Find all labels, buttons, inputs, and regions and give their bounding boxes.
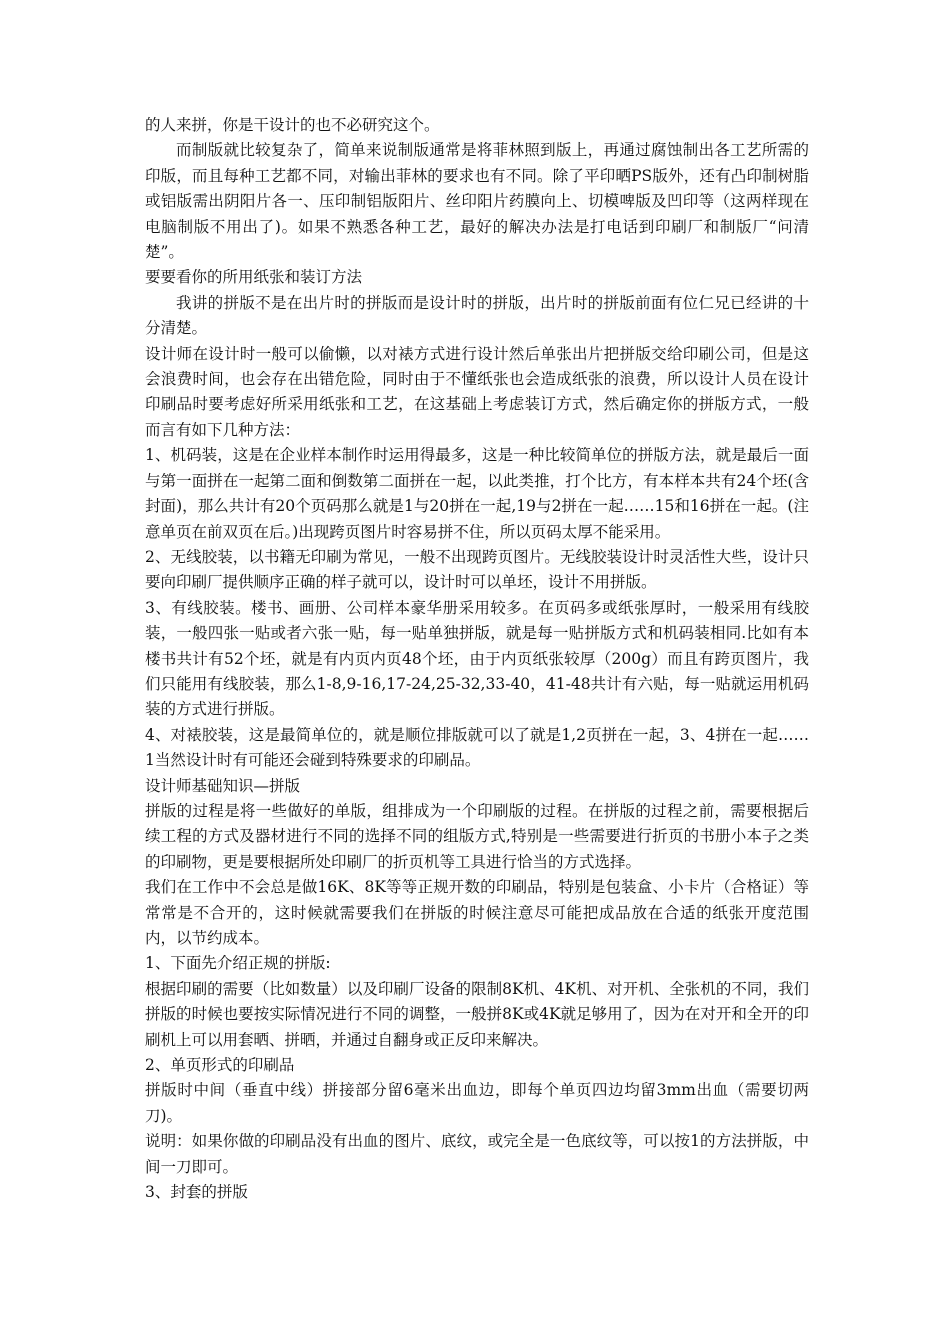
subheading-envelope-imposition: 3、封套的拼版 — [145, 1183, 248, 1202]
paragraph-16: 拼版时中间（垂直中线）拼接部分留6毫米出血边，即每个单页四边均留3mm出血（需要切两刀)。 — [145, 1081, 809, 1125]
list-item-sewn-binding: 3、有线胶装。楼书、画册、公司样本豪华册采用较多。在页码多或纸张厚时，一般采用有线胶装，一般四张一贴或者六张一贴，每一贴单独拼版，就是每一贴拼版方式和机码装相同.比如有本楼书共计有52个坯，就是有内页内页48个坯，由于内页纸张较厚（200g）而且有跨页图片，我们只能用有线胶装，那么1-8,9-16,17-24,25-32,33-40，41-48共计有六贴，每一贴就运用机码装的方式进行拼版。 — [145, 598, 809, 719]
paragraph-17: 说明：如果你做的印刷品没有出血的图片、底纹，或完全是一色底纹等，可以按1的方法拼版，中间一刀即可。 — [145, 1132, 809, 1176]
paragraph-5: 设计师在设计时一般可以偷懒，以对裱方式进行设计然后单张出片把拼版交给印刷公司，但是这会浪费时间，也会存在出错危险，同时由于不懂纸张也会造成纸张的浪费，所以设计人员在设计印刷品时要考虑好所采用纸张和工艺，在这基础上考虑装订方式，然后确定你的拼版方式，一般而言有如下几种方法： — [145, 344, 809, 439]
paragraph-12: 我们在工作中不会总是做16K、8K等等正规开数的印刷品，特别是包装盒、小卡片（合格证）等常常是不合开的，这时候就需要我们在拼版的时候注意尽可能把成品放在合适的纸张开度范围内，以节约成本。 — [145, 878, 809, 947]
paragraph-11: 拼版的过程是将一些做好的单版，组排成为一个印刷版的过程。在拼版的过程之前，需要根据后续工程的方式及器材进行不同的选择不同的组版方式,特别是一些需要进行折页的书册小本子之类的印刷物，更是要根据所处印刷厂的折页机等工具进行恰当的方式选择。 — [145, 801, 809, 871]
section-heading-imposition-basics: 设计师基础知识—拼版 — [145, 776, 301, 795]
paragraph-1: 的人来拼，你是干设计的也不必研究这个。 — [145, 116, 440, 134]
document-page — [145, 113, 809, 1205]
paragraph-14: 根据印刷的需要（比如数量）以及印刷厂设备的限制8K机、4K机、对开机、全张机的不同，我们拼版的时候也要按实际情况进行不同的调整，一般拼8K或4K就足够用了，因为在对开和全开的印刷机上可以用套晒、拼晒，并通过自翻身或正反印来解决。 — [145, 979, 809, 1049]
subheading-standard-imposition: 1、下面先介绍正规的拼版: — [145, 954, 331, 973]
subheading-single-page: 2、单页形式的印刷品 — [145, 1056, 295, 1075]
paragraph-2: 而制版就比较复杂了，简单来说制版通常是将菲林照到版上，再通过腐蚀制出各工艺所需的印版，而且每种工艺都不同，对输出菲林的要求也有不同。除了平印晒PS版外，还有凸印制树脂或铝版需出阴阳片各一、压印制铝版阳片、丝印阳片药膜向上、切模啤版及凹印等（这两样现在电脑制版不用出了)。如果不熟悉各种工艺，最好的解决办法是打电话到印刷厂和制版厂“问清楚”。 — [145, 141, 809, 262]
list-item-perfect-binding: 2、无线胶装，以书籍无印刷为常见，一般不出现跨页图片。无线胶装设计时灵活性大些，设计只要向印刷厂提供顺序正确的样子就可以，设计时可以单坯，设计不用拼版。 — [145, 547, 809, 592]
list-item-saddle-stitch: 1、机码装，这是在企业样本制作时运用得最多，这是一种比较简单位的拼版方法，就是最后一面与第一面拼在一起第二面和倒数第二面拼在一起，以此类推，打个比方，有本样本共有24个坯(含封面)，那么共计有20个页码那么就是1与20拼在一起,19与2拼在一起……15和16拼在一起。(注意单页在前双页在后。)出现跨页图片时容易拼不住，所以页码太厚不能采用。 — [145, 446, 809, 541]
list-item-mounted-binding: 4、对裱胶装，这是最简单位的，就是顺位排版就可以了就是1,2页拼在一起，3、4拼在一起……1当然设计时有可能还会碰到特殊要求的印刷品。 — [145, 725, 809, 770]
section-heading-paper-binding: 要要看你的所用纸张和装订方法 — [145, 268, 363, 287]
paragraph-4: 我讲的拼版不是在出片时的拼版而是设计时的拼版，出片时的拼版前面有位仁兄已经讲的十分清楚。 — [145, 293, 809, 338]
